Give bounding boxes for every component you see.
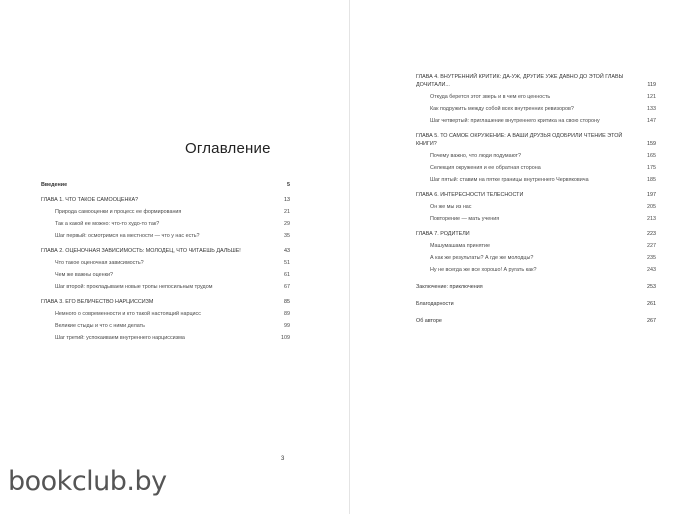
toc-entry: Шаг четвертый: приглашение внутреннего критика на свою сторону 147 [430,118,656,124]
toc-chapter-6: ГЛАВА 6. ИНТЕРЕСНОСТИ ТЕЛЕСНОСТИ 197 [416,192,656,198]
toc-chapter-1: ГЛАВА 1. ЧТО ТАКОЕ САМООЦЕНКА? 13 [41,197,290,203]
toc-entry-intro: Введение 5 [41,182,290,188]
toc-entry: Немного о современности и кто такой настоящий нарцисс 89 [55,311,290,317]
toc-chapter-7: ГЛАВА 7. РОДИТЕЛИ 223 [416,231,656,237]
toc-entry-conclusion: Заключение: приключения 253 [416,284,656,290]
toc-entry: Почему важно, что люди подумают? 165 [430,153,656,159]
toc-entry: Машумашама принятие 227 [430,243,656,249]
toc-entry: Повторение — мать учения 213 [430,216,656,222]
toc-entry: Как подружить между собой всех внутренних ревизоров? 133 [430,106,656,112]
toc-entry: Шаг третий: успокаиваем внутреннего нарциссизма 109 [55,335,290,341]
toc-entry-acknowledgements: Благодарности 261 [416,301,656,307]
toc-entry: А как же результаты? А где же молодцы? 235 [430,255,656,261]
toc-entry: Шаг второй: прокладываем новые тропы непосильным трудом 67 [55,284,290,290]
toc-chapter-3: ГЛАВА 3. ЕГО ВЕЛИЧЕСТВО НАРЦИССИЗМ 85 [41,299,290,305]
toc-chapter-2: ГЛАВА 2. ОЦЕНОЧНАЯ ЗАВИСИМОСТЬ: МОЛОДЕЦ, ЧТО ЧИТАЕШЬ ДАЛЬШЕ! 43 [41,248,290,254]
page-title: Оглавление [185,140,271,157]
toc-entry: Откуда берется этот зверь и в чем его ценность 121 [430,94,656,100]
toc-chapter-5: ГЛАВА 5. ТО САМОЕ ОКРУЖЕНИЕ: А ВАШИ ДРУЗЬЯ ОДОБРИЛИ ЧТЕНИЕ ЭТОЙ КНИГИ? 159 [416,133,656,147]
toc-entry: Шаг первый: осмотримся на местности — что у нас есть? 35 [55,233,290,239]
toc-left [41,181,290,342]
toc-entry: Он же мы из нас 205 [430,204,656,210]
toc-entry: Природа самооценки и процесс ее формирования 21 [55,209,290,215]
toc-entry: Что такое оценочная зависимость? 51 [55,260,290,266]
toc-chapter-4: ГЛАВА 4. ВНУТРЕННИЙ КРИТИК: ДА-УЖ, ДРУГИЕ УЖЕ ДАВНО ДО ЭТОЙ ГЛАВЫ ДОЧИТАЛИ... 119 [416,74,656,88]
toc-entry: Чем же важны оценки? 61 [55,272,290,278]
toc-entry: Шаг пятый: ставим на пятке границы внутреннего Червяковича 185 [430,177,656,183]
toc-entry: Так а какой ее можно: что-то худо-то так? 29 [55,221,290,227]
page-number: 3 [281,456,285,462]
watermark-text: bookclub.by [8,466,167,497]
toc-right [416,73,656,325]
toc-entry: Ну не всегда же все хорошо! А ругать как? 243 [430,267,656,273]
toc-entry: Великие стыды и что с ними делать 99 [55,323,290,329]
toc-entry: Селекция окружения и ее обратная сторона 175 [430,165,656,171]
toc-entry-about-author: Об авторе 267 [416,318,656,324]
